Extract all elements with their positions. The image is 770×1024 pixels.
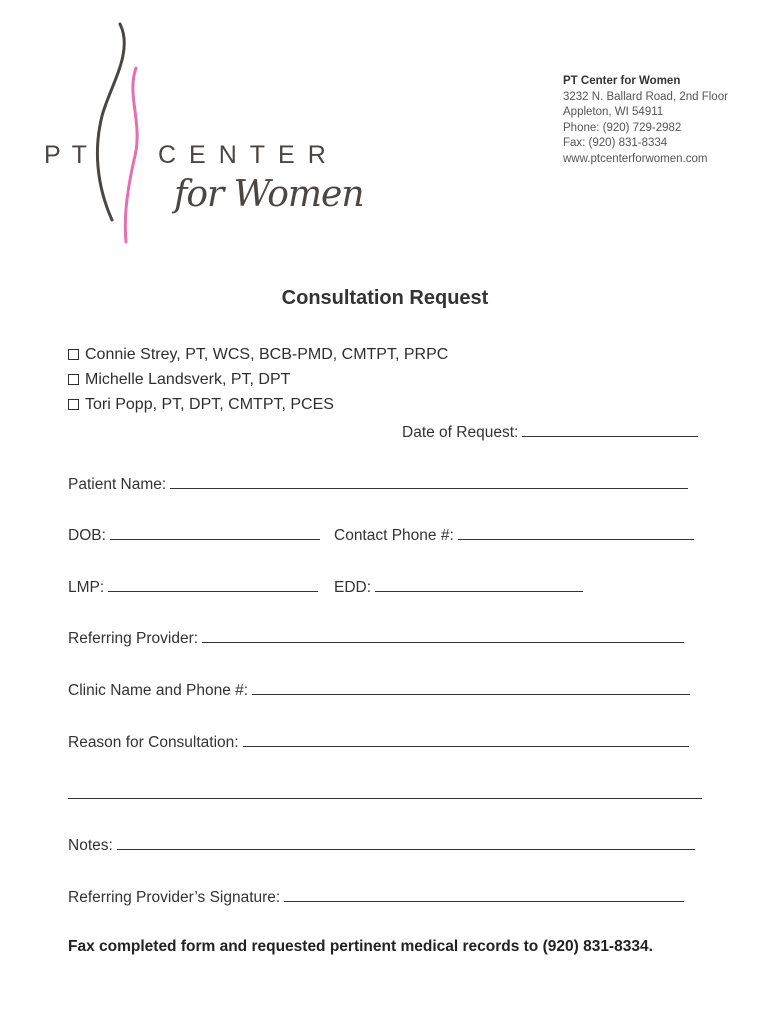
contact-org: PT Center for Women <box>563 75 681 87</box>
checkbox[interactable] <box>68 399 79 410</box>
logo-swoosh-icon <box>40 20 360 250</box>
reason-continued-field <box>68 784 702 804</box>
referring-provider-field <box>68 628 684 648</box>
contact-block <box>563 74 728 167</box>
lmp-field <box>68 577 318 597</box>
provider-label: Connie Strey, PT, WCS, BCB-PMD, CMTPT, PRPC <box>85 346 449 363</box>
contact-phone-input[interactable] <box>458 525 694 540</box>
contact-fax: Fax: (920) 831-8334 <box>563 137 668 149</box>
provider-checklist <box>68 342 448 417</box>
reason-input[interactable] <box>243 732 689 747</box>
signature-label: Referring Provider’s Signature: <box>68 889 281 906</box>
edd-label: EDD: <box>334 579 372 596</box>
contact-phone: Phone: (920) 729-2982 <box>563 121 682 134</box>
edd-field <box>334 577 583 597</box>
checkbox[interactable] <box>68 349 79 360</box>
form-title: Consultation Request <box>281 287 489 309</box>
reason-continued-input[interactable] <box>68 784 702 799</box>
contact-address-line2: Appleton, WI 54911 <box>563 106 664 118</box>
date-of-request-label: Date of Request: <box>402 424 519 441</box>
provider-option[interactable] <box>68 367 448 392</box>
notes-label: Notes: <box>68 837 113 854</box>
dob-input[interactable] <box>110 525 320 540</box>
referring-provider-input[interactable] <box>202 628 684 643</box>
logo-pt-text: PT <box>44 141 98 169</box>
provider-option[interactable] <box>68 342 448 367</box>
lmp-input[interactable] <box>108 577 318 592</box>
provider-label: Tori Popp, PT, DPT, CMTPT, PCES <box>85 396 334 413</box>
practice-logo <box>40 20 364 250</box>
contact-phone-label: Contact Phone #: <box>334 527 454 544</box>
checkbox[interactable] <box>68 374 79 385</box>
reason-field <box>68 732 689 752</box>
signature-input[interactable] <box>284 887 684 902</box>
reason-label: Reason for Consultation: <box>68 734 239 751</box>
notes-field <box>68 835 695 855</box>
patient-name-field <box>68 474 688 494</box>
logo-center-text: CENTER <box>158 141 339 169</box>
dob-label: DOB: <box>68 527 106 544</box>
edd-input[interactable] <box>375 577 583 592</box>
date-of-request-input[interactable] <box>522 422 698 437</box>
dob-field <box>68 525 320 545</box>
contact-website[interactable]: www.ptcenterforwomen.com <box>563 152 708 165</box>
lmp-label: LMP: <box>68 579 105 596</box>
fax-instructions: Fax completed form and requested pertinent medical records to (920) 831-8334. <box>68 938 653 955</box>
clinic-name-phone-field <box>68 680 690 700</box>
notes-input[interactable] <box>117 835 695 850</box>
provider-label: Michelle Landsverk, PT, DPT <box>85 371 291 388</box>
clinic-name-phone-input[interactable] <box>252 680 690 695</box>
logo-script-text: for Women <box>174 174 364 215</box>
provider-option[interactable] <box>68 392 448 417</box>
date-of-request-field <box>402 422 698 442</box>
referring-provider-label: Referring Provider: <box>68 630 199 647</box>
patient-name-label: Patient Name: <box>68 476 167 493</box>
contact-phone-field <box>334 525 694 545</box>
signature-field <box>68 887 684 907</box>
clinic-name-phone-label: Clinic Name and Phone #: <box>68 682 249 699</box>
contact-address-line1: 3232 N. Ballard Road, 2nd Floor <box>563 90 728 103</box>
patient-name-input[interactable] <box>170 474 688 489</box>
